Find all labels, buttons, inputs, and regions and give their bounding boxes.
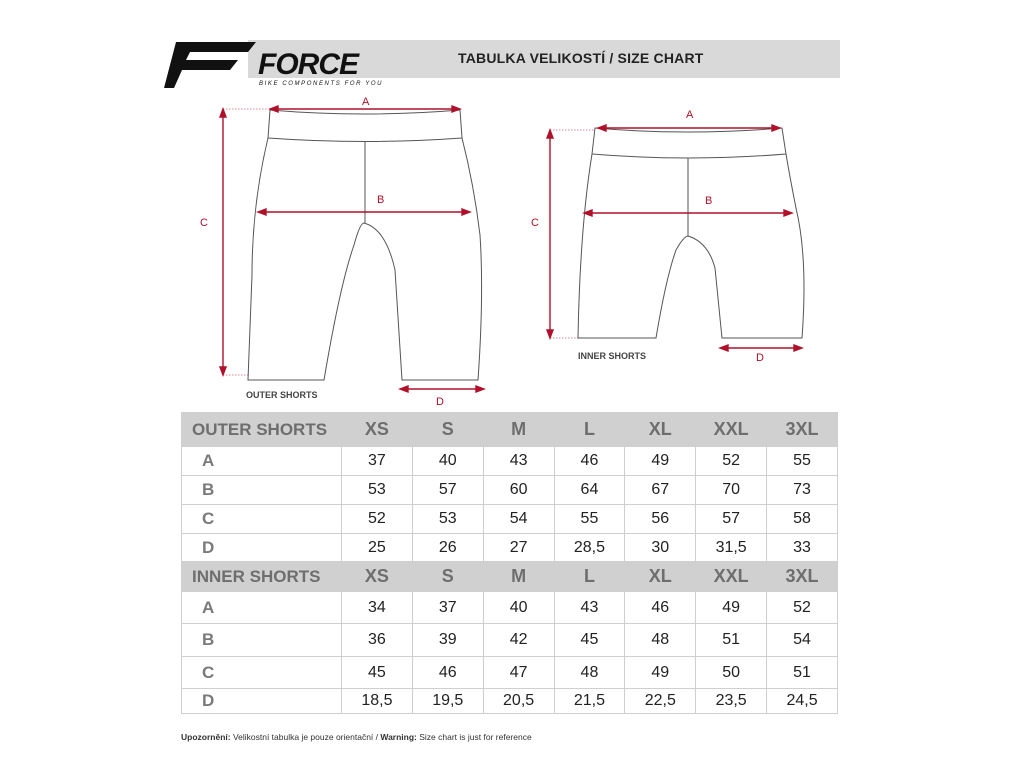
table-cell: 55 — [554, 505, 625, 534]
table-cell: 30 — [625, 534, 696, 562]
table-cell: 53 — [412, 505, 483, 534]
table-cell: 46 — [625, 592, 696, 624]
table-cell: 49 — [696, 592, 767, 624]
brand-name: FORCE — [258, 48, 358, 81]
table-cell: 39 — [412, 624, 483, 657]
table-cell: 23,5 — [696, 689, 767, 714]
table-cell: 47 — [483, 657, 554, 689]
size-header: M — [483, 413, 554, 447]
inner-shorts-diagram — [520, 108, 820, 368]
size-header: 3XL — [767, 413, 838, 447]
size-header: XXL — [696, 562, 767, 592]
table-cell: 53 — [342, 476, 413, 505]
size-header: XS — [342, 413, 413, 447]
table-cell: 37 — [412, 592, 483, 624]
table-cell: 18,5 — [342, 689, 413, 714]
row-label: A — [182, 447, 342, 476]
size-header: XL — [625, 562, 696, 592]
footer-en-text: Size chart is just for reference — [416, 732, 532, 742]
table-cell: 57 — [696, 505, 767, 534]
table-row — [182, 534, 838, 562]
size-header: L — [554, 413, 625, 447]
table-cell: 73 — [767, 476, 838, 505]
footer-cz-label: Upozornění: — [181, 732, 231, 742]
table-cell: 24,5 — [767, 689, 838, 714]
row-label: D — [182, 534, 342, 562]
table-cell: 21,5 — [554, 689, 625, 714]
table-cell: 34 — [342, 592, 413, 624]
table-cell: 54 — [767, 624, 838, 657]
table-cell: 50 — [696, 657, 767, 689]
table-cell: 22,5 — [625, 689, 696, 714]
table-row — [182, 624, 838, 657]
table-cell: 52 — [342, 505, 413, 534]
size-header: S — [412, 562, 483, 592]
table-cell: 48 — [625, 624, 696, 657]
table-cell: 40 — [412, 447, 483, 476]
row-label: B — [182, 624, 342, 657]
force-logo-icon — [164, 40, 256, 90]
section-title: INNER SHORTS — [182, 562, 342, 592]
inner-shorts-caption: INNER SHORTS — [578, 351, 647, 361]
outer-shorts-diagram — [190, 95, 510, 415]
table-cell: 46 — [412, 657, 483, 689]
brand-tagline: BIKE COMPONENTS FOR YOU — [259, 81, 384, 87]
table-cell: 57 — [412, 476, 483, 505]
table-row — [182, 476, 838, 505]
row-label: A — [182, 592, 342, 624]
inner-label-c: C — [531, 217, 539, 229]
table-cell: 42 — [483, 624, 554, 657]
table-cell: 43 — [554, 592, 625, 624]
table-cell: 48 — [554, 657, 625, 689]
table-cell: 26 — [412, 534, 483, 562]
section-title: OUTER SHORTS — [182, 413, 342, 447]
table-cell: 52 — [767, 592, 838, 624]
outer-label-a: A — [362, 96, 370, 108]
table-row — [182, 505, 838, 534]
outer-label-b: B — [377, 194, 385, 206]
table-cell: 52 — [696, 447, 767, 476]
inner-label-a: A — [686, 109, 694, 121]
table-cell: 70 — [696, 476, 767, 505]
table-cell: 60 — [483, 476, 554, 505]
row-label: B — [182, 476, 342, 505]
footer-en-label: Warning: — [380, 732, 417, 742]
table-cell: 31,5 — [696, 534, 767, 562]
table-cell: 46 — [554, 447, 625, 476]
footer-note — [181, 732, 532, 742]
table-cell: 28,5 — [554, 534, 625, 562]
inner-label-b: B — [705, 195, 713, 207]
table-cell: 55 — [767, 447, 838, 476]
footer-cz-text: Velikostní tabulka je pouze orientační / — [230, 732, 381, 742]
size-table — [181, 412, 838, 714]
outer-label-c: C — [200, 217, 208, 229]
inner-label-d: D — [756, 352, 764, 364]
outer-label-d: D — [436, 396, 444, 408]
row-label: C — [182, 657, 342, 689]
table-cell: 49 — [625, 447, 696, 476]
table-cell: 56 — [625, 505, 696, 534]
size-header: XS — [342, 562, 413, 592]
table-cell: 27 — [483, 534, 554, 562]
table-cell: 64 — [554, 476, 625, 505]
table-cell: 19,5 — [412, 689, 483, 714]
table-cell: 43 — [483, 447, 554, 476]
row-label: C — [182, 505, 342, 534]
table-cell: 40 — [483, 592, 554, 624]
page-title: TABULKA VELIKOSTÍ / SIZE CHART — [458, 50, 704, 66]
table-cell: 36 — [342, 624, 413, 657]
row-label: D — [182, 689, 342, 714]
table-cell: 45 — [342, 657, 413, 689]
table-cell: 33 — [767, 534, 838, 562]
table-cell: 54 — [483, 505, 554, 534]
size-header: 3XL — [767, 562, 838, 592]
table-row — [182, 592, 838, 624]
table-cell: 49 — [625, 657, 696, 689]
table-cell: 51 — [696, 624, 767, 657]
table-cell: 37 — [342, 447, 413, 476]
table-cell: 58 — [767, 505, 838, 534]
table-cell: 67 — [625, 476, 696, 505]
table-cell: 51 — [767, 657, 838, 689]
size-header: XXL — [696, 413, 767, 447]
table-cell: 45 — [554, 624, 625, 657]
table-cell: 20,5 — [483, 689, 554, 714]
size-header: S — [412, 413, 483, 447]
size-header: XL — [625, 413, 696, 447]
table-header-row — [182, 413, 838, 447]
table-header-row — [182, 562, 838, 592]
table-row — [182, 657, 838, 689]
table-row — [182, 447, 838, 476]
outer-shorts-caption: OUTER SHORTS — [246, 390, 318, 400]
size-header: L — [554, 562, 625, 592]
table-cell: 25 — [342, 534, 413, 562]
size-header: M — [483, 562, 554, 592]
table-row — [182, 689, 838, 714]
